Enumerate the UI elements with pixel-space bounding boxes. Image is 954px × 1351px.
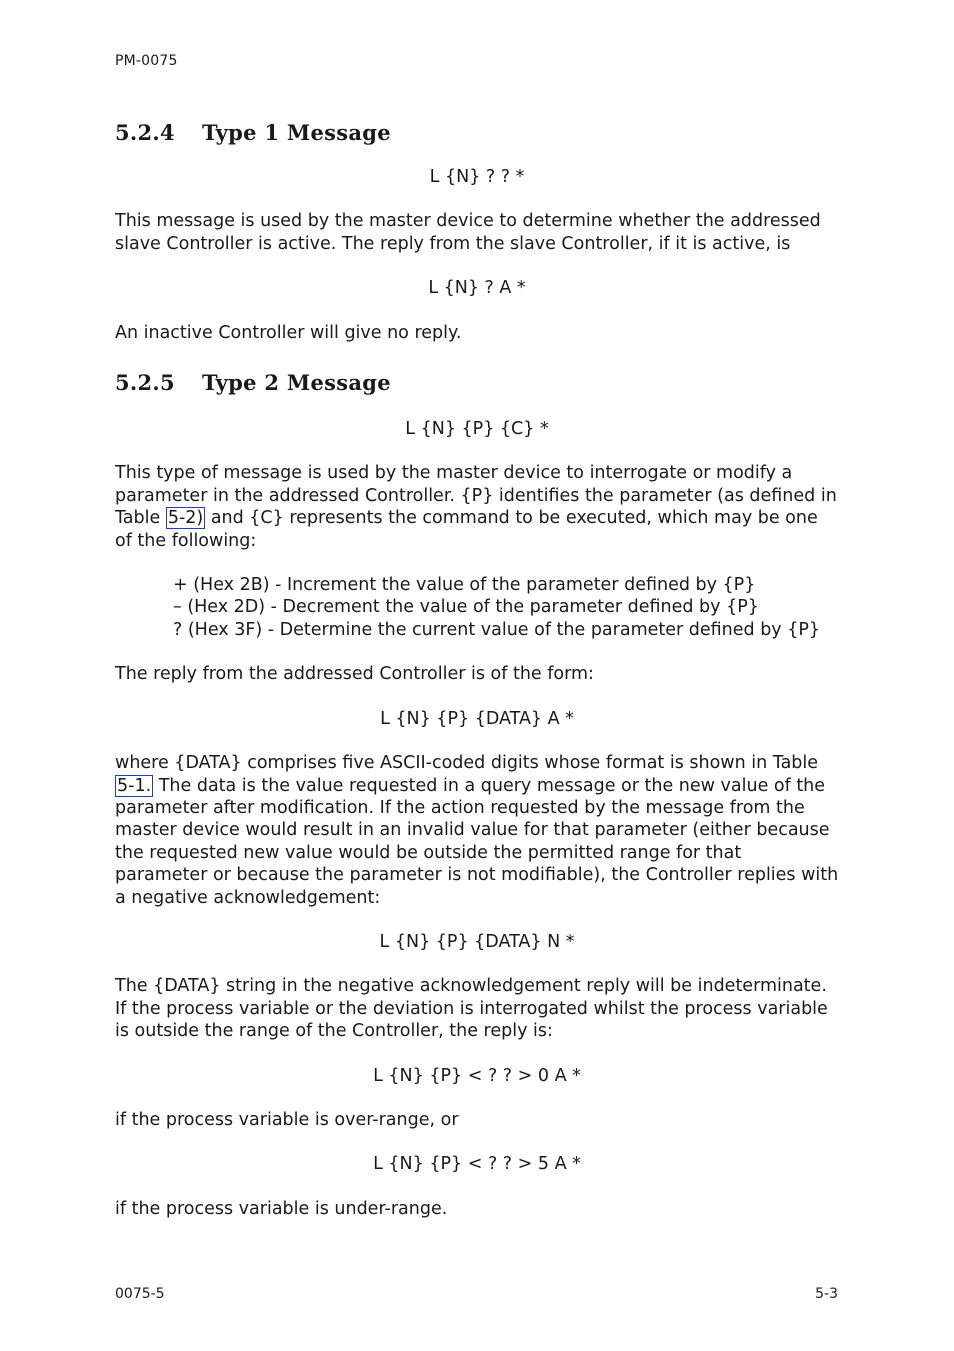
data-description-text: where {DATA} comprises five ASCII-coded digits whose format is shown in Table	[115, 753, 819, 774]
section-number: 5.2.4	[115, 120, 175, 145]
type2-message-format: L {N} {P} {C} *	[405, 419, 549, 440]
type2-data-description	[115, 752, 839, 909]
table-reference-link[interactable]: 5-1.	[117, 775, 152, 796]
header-doc-id: PM-0075	[115, 53, 178, 69]
list-item: ? (Hex 3F) - Determine the current value of the parameter defined by {P}	[173, 619, 821, 640]
over-range-reply-format: L {N} {P} < ? ? > 0 A *	[373, 1065, 581, 1086]
footer-doc-revision: 0075-5	[115, 1286, 165, 1302]
type1-inactive-note: An inactive Controller will give no reply.	[115, 322, 462, 343]
section-title: Type 2 Message	[202, 370, 391, 396]
type2-reply-intro: The reply from the addressed Controller is of the form:	[115, 664, 594, 685]
nak-reply-format: L {N} {P} {DATA} N *	[379, 931, 575, 952]
type2-reply-format: L {N} {P} {DATA} A *	[380, 708, 574, 729]
data-description-text: The data is the value requested in a query message or the new value of the parameter after modification. If the action requested by the message from the master device would result in an invalid value for that parameter (either because the requested new value would be outside the permitted range for that parameter or because the parameter is not modifiable), the Controller replies with a negative acknowledgement:	[115, 775, 839, 908]
section-heading-5-2-4	[115, 118, 839, 148]
over-range-note: if the process variable is over-range, or	[115, 1109, 459, 1130]
section-heading-5-2-5	[115, 368, 839, 398]
type1-description: This message is used by the master device to determine whether the addressed slave Controller is active. The reply from the slave Controller, if it is active, is	[115, 211, 821, 254]
under-range-reply-format: L {N} {P} < ? ? > 5 A *	[373, 1154, 581, 1175]
list-item: – (Hex 2D) - Decrement the value of the parameter defined by {P}	[173, 597, 759, 618]
type2-description	[115, 462, 839, 552]
page-content	[115, 118, 839, 1220]
table-reference-link[interactable]: 5-2)	[167, 508, 204, 529]
command-list	[173, 574, 839, 641]
type2-description-text: This type of message is used by the master device to interrogate or modify a parameter in the addressed Controller. {P} identifies the parameter (as defined in Table	[115, 463, 837, 529]
nak-description: The {DATA} string in the negative acknowledgement reply will be indeterminate. If the process variable or the deviation is interrogated whilst the process variable is outside the range of the Controller, the reply is:	[115, 976, 828, 1042]
list-item: + (Hex 2B) - Increment the value of the parameter defined by {P}	[173, 575, 756, 596]
section-title: Type 1 Message	[202, 120, 391, 145]
under-range-note: if the process variable is under-range.	[115, 1198, 448, 1219]
type2-description-text: and {C} represents the command to be executed, which may be one of the following:	[115, 508, 818, 551]
footer-page-number: 5-3	[815, 1286, 838, 1302]
section-number: 5.2.5	[115, 370, 175, 396]
type1-reply-format: L {N} ? A *	[428, 278, 526, 299]
type1-message-format: L {N} ? ? *	[429, 167, 525, 187]
